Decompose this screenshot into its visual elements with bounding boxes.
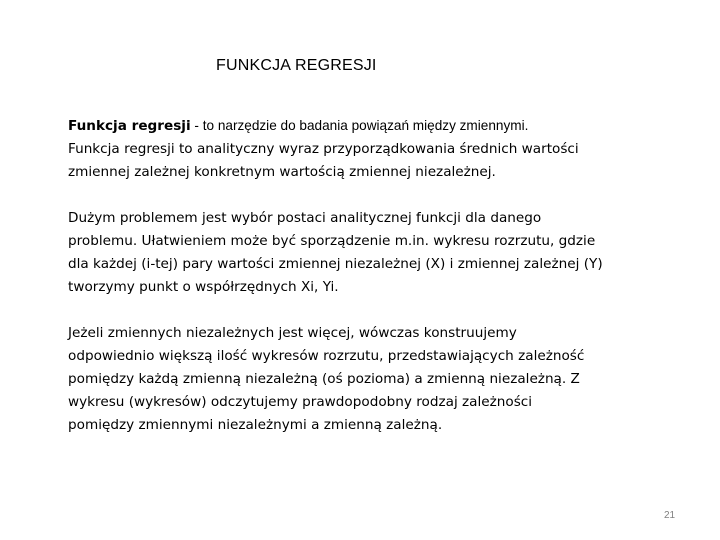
paragraph-line: tworzymy punkt o współrzędnych Xi, Yi.: [68, 279, 339, 295]
page-number: 21: [664, 510, 676, 521]
paragraph-line: dla każdej (i-tej) pary wartości zmiennej niezależnej (X) i zmiennej zależnej (Y): [68, 256, 603, 272]
scatter-plot-paragraph: [68, 207, 643, 299]
slide-body: [68, 114, 643, 460]
definition-intro: - to narzędzie do badania powiązań między zmiennymi.: [190, 118, 529, 133]
definition-paragraph: [68, 114, 643, 184]
paragraph-line: pomiędzy zmiennymi niezależnymi a zmienną zależną.: [68, 417, 443, 433]
paragraph-line: pomiędzy każdą zmienną niezależną (oś pozioma) a zmienną niezależną. Z: [68, 371, 580, 387]
paragraph-line: odpowiednio większą ilość wykresów rozrzutu, przedstawiających zależność: [68, 348, 585, 364]
paragraph-line: Jeżeli zmiennych niezależnych jest więcej, wówczas konstruujemy: [68, 325, 517, 341]
slide-title: FUNKCJA REGRESJI: [216, 57, 377, 74]
paragraph-line: Dużym problemem jest wybór postaci analitycznej funkcji dla danego: [68, 210, 542, 226]
definition-line: zmiennej zależnej konkretnym wartością zmiennej niezależnej.: [68, 164, 496, 180]
definition-first-line: [68, 114, 643, 138]
definition-line: Funkcja regresji to analityczny wyraz przyporządkowania średnich wartości: [68, 141, 579, 157]
paragraph-line: wykresu (wykresów) odczytujemy prawdopodobny rodzaj zależności: [68, 394, 533, 410]
multiple-variables-paragraph: [68, 322, 643, 437]
paragraph-line: problemu. Ułatwieniem może być sporządzenie m.in. wykresu rozrzutu, gdzie: [68, 233, 596, 249]
term-highlight: Funkcja regresji: [68, 118, 191, 134]
